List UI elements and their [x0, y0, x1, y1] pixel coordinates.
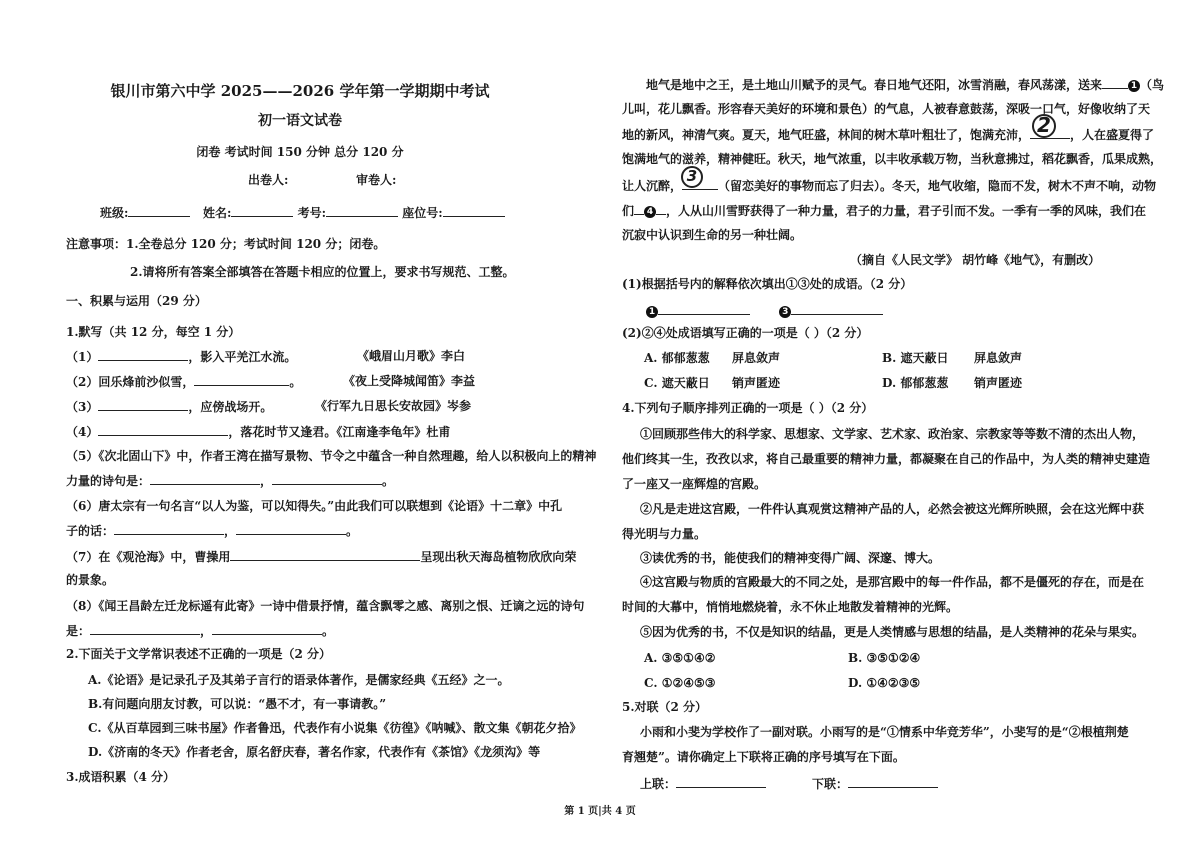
q3-2-option-d: D. 郁郁葱葱 — [882, 376, 949, 390]
q1-2-source: 《夜上受降城闻笛》李益 — [343, 374, 476, 388]
circle-number-icon: 3 — [779, 306, 791, 318]
handwritten-mark: 3 — [681, 166, 703, 188]
reviewer-label: 审卷人: — [356, 173, 397, 187]
exam-info: 闭卷 考试时间 150 分钟 总分 120 分 — [196, 145, 404, 159]
q1-5-line1: （5）《次北固山下》中，作者王湾在描写景物、节令之中蕴含一种自然理趣，给人以积极向上的精神 — [66, 449, 597, 463]
class-field[interactable] — [128, 204, 190, 217]
q1-3-source: 《行军九日思长安故园》岑参 — [315, 399, 472, 413]
q4-sentence-3: ③读优秀的书，能使我们的精神变得广阔、深邃、博大。 — [640, 551, 941, 565]
q3-2-option-c2: 销声匿迹 — [732, 376, 781, 390]
id-field[interactable] — [326, 204, 398, 217]
upper-couplet-blank[interactable] — [676, 775, 766, 788]
q4-option-d: D. ①④②③⑤ — [848, 676, 921, 690]
page-footer: 第 1 页|共 4 页 — [564, 806, 636, 817]
q3-1-title: (1)根据括号内的解释依次填出①③处的成语。（2 分） — [622, 277, 913, 291]
q1-3: （3） ，应傍战场开。 — [66, 400, 273, 414]
circle-number-icon: 4 — [644, 206, 656, 218]
q1-title: 1.默写（共 12 分，每空 1 分） — [66, 325, 241, 339]
q4-sentence-5: ⑤因为优秀的书，不仅是知识的结晶，更是人类情感与思想的结晶，是人类精神的花朵与果实。 — [640, 625, 1145, 639]
q2-title: 2.下面关于文学常识表述不正确的一项是（2 分） — [66, 647, 332, 661]
q4-title: 4.下列句子顺序排列正确的一项是（ ）（2 分） — [622, 401, 874, 415]
seat-field[interactable] — [443, 204, 505, 217]
circle-number-icon: 1 — [1128, 80, 1140, 92]
note-2: 2.请将所有答案全部填答在答题卡相应的位置上，要求书写规范、工整。 — [130, 265, 515, 279]
q2-option-b: B.有问题向朋友讨教，可以说：“愚不才，有一事请教。” — [88, 697, 387, 711]
handwritten-mark: 2 — [1032, 114, 1056, 138]
q1-7-line1: （7）在《观沧海》中，曹操用 呈现出秋天海岛植物欣欣向荣 — [66, 550, 577, 564]
upper-couplet-label: 上联： — [640, 777, 677, 791]
answer-blank[interactable] — [658, 302, 750, 315]
lower-couplet-blank[interactable] — [848, 775, 938, 788]
q1-6-line1: （6）唐太宗有一句名言“以人为鉴，可以知得失。”由此我们可以联想到《论语》十二章》中孔 — [66, 499, 563, 513]
q5-answers — [640, 775, 938, 792]
passage-line-3: 地的新风，神清气爽。夏天，地气旺盛，林间的树木草叶粗壮了，饱满充沛， ，人在盛夏得了 — [622, 128, 1155, 142]
passage-line-2: 儿叫，花儿飘香。形容春天美好的环境和景色）的气息，人被春意鼓荡，深吸一口气，好像收纳了天 — [622, 102, 1151, 116]
q4-sentence-1a: ①回顾那些伟大的科学家、思想家、文学家、艺术家、政治家、宗教家等等数不清的杰出人物， — [640, 427, 1145, 441]
passage-line-1: 地气是地中之王，是土地山川赋予的灵气。春日地气还阳，冰雪消融，春风荡漾，送来 1 （鸟 — [646, 78, 1165, 92]
q4-sentence-1b: 他们终其一生，孜孜以求，将自己最重要的精神力量，都凝聚在自己的作品中，为人类的精神史建造 — [622, 452, 1151, 466]
name-field[interactable] — [231, 204, 293, 217]
q4-sentence-4a: ④这宫殿与物质的宫殿最大的不同之处，是那宫殿中的每一件作品，都不是僵死的存在，而是在 — [640, 575, 1145, 589]
q4-sentence-2a: ②凡是走进这宫殿，一件件认真观赏这精神产品的人，必然会被这光辉所映照，会在这光辉中获 — [640, 502, 1145, 516]
q3-2-option-a2: 屏息敛声 — [732, 351, 781, 365]
circle-number-icon: 1 — [646, 306, 658, 318]
q1-1-source: 《峨眉山月歌》李白 — [357, 349, 466, 363]
q4-option-a: A. ③⑤①④② — [644, 651, 716, 665]
q1-4: （4） ，落花时节又逢君。《江南逢李龟年》杜甫 — [66, 425, 451, 439]
q4-sentence-1c: 了一座又一座辉煌的宫殿。 — [622, 477, 767, 491]
lower-couplet-label: 下联： — [811, 777, 848, 791]
q3-2-option-c: C. 遮天蔽日 — [644, 376, 710, 390]
q3-1-blanks — [646, 302, 883, 319]
passage-source: （摘自《人民文学》 胡竹峰《地气》，有删改） — [850, 253, 1101, 267]
q3-2-option-d2: 销声匿迹 — [974, 376, 1023, 390]
q1-8-line1: （8）《闻王昌龄左迁龙标遥有此寄》一诗中借景抒情，蕴含飘零之感、离别之恨、迁谪之远的诗句 — [66, 599, 585, 613]
q4-sentence-4b: 时间的大幕中，悄悄地燃烧着，永不休止地散发着精神的光辉。 — [622, 600, 959, 614]
q1-8-line2: 是： ， 。 — [66, 624, 335, 638]
q2-option-a: A.《论语》是记录孔子及其弟子言行的语录体著作，是儒家经典《五经》之一。 — [88, 673, 510, 687]
passage-line-6: 们 4 ，人从山川雪野获得了一种力量，君子的力量，君子引而不发。一季有一季的风味，我们在 — [622, 204, 1147, 218]
q1-2: （2）回乐烽前沙似雪， 。 — [66, 375, 302, 389]
q1-7-line2: 的景象。 — [66, 573, 115, 587]
q3-2-option-a: A. 郁郁葱葱 — [644, 351, 710, 365]
exam-subtitle: 初一语文试卷 — [258, 113, 342, 129]
q2-option-c: C.《从百草园到三味书屋》作者鲁迅，代表作有小说集《彷徨》《呐喊》、散文集《朝花夕拾》 — [88, 721, 582, 735]
q5-text-a: 小雨和小斐为学校作了一副对联。小雨写的是“①情系中华竞芳华”，小斐写的是“②根植荆楚 — [640, 725, 1129, 739]
setter-label: 出卷人: — [248, 173, 289, 187]
q4-option-b: B. ③⑤①②④ — [848, 651, 921, 665]
q3-2-option-b2: 屏息敛声 — [974, 351, 1023, 365]
q1-6-line2: 子的话： ， 。 — [66, 524, 359, 538]
name-label: 姓名: — [202, 206, 232, 220]
class-label: 班级: — [100, 206, 129, 220]
q1-5-line2: 力量的诗句是： ， 。 — [66, 474, 395, 488]
q2-option-d: D.《济南的冬天》作者老舍，原名舒庆春，著名作家，代表作有《茶馆》《龙须沟》等 — [88, 745, 541, 759]
q1-1: （1） ，影入平羌江水流。 — [66, 350, 297, 364]
seat-label: 座位号: — [402, 206, 443, 220]
passage-line-7: 沉寂中认识到生命的另一种壮阔。 — [622, 228, 803, 242]
q4-sentence-2b: 得光明与力量。 — [622, 527, 707, 541]
q3-2-option-b: B. 遮天蔽日 — [882, 351, 949, 365]
q4-option-c: C. ①②④⑤③ — [644, 676, 716, 690]
q3-2-title: (2)②④处成语填写正确的一项是（ ）（2 分） — [622, 326, 869, 340]
q5-text-b: 育翘楚”。请你确定上下联将正确的序号填写在下面。 — [622, 750, 905, 764]
note-1: 注意事项：1.全卷总分 120 分；考试时间 120 分；闭卷。 — [66, 237, 386, 251]
answer-blank[interactable] — [791, 302, 883, 315]
section-heading: 一、积累与运用（29 分） — [66, 294, 207, 308]
q3-title: 3.成语积累（4 分） — [66, 770, 176, 784]
passage-line-4: 饱满地气的滋养，精神健旺。秋天，地气浓重，以丰收承载万物，当秋意拂过，稻花飘香，瓜果成熟， — [622, 152, 1163, 166]
id-label: 考号: — [297, 206, 327, 220]
q5-title: 5.对联（2 分） — [622, 700, 708, 714]
passage-line-5: 让人沉醉， （留恋美好的事物而忘了归去）。冬天，地气收缩，隐而不发，树木不声不响，动物 — [622, 179, 1157, 193]
exam-title: 银川市第六中学 2025——2026 学年第一学期期中考试 — [110, 82, 490, 100]
student-info-row — [100, 204, 505, 221]
